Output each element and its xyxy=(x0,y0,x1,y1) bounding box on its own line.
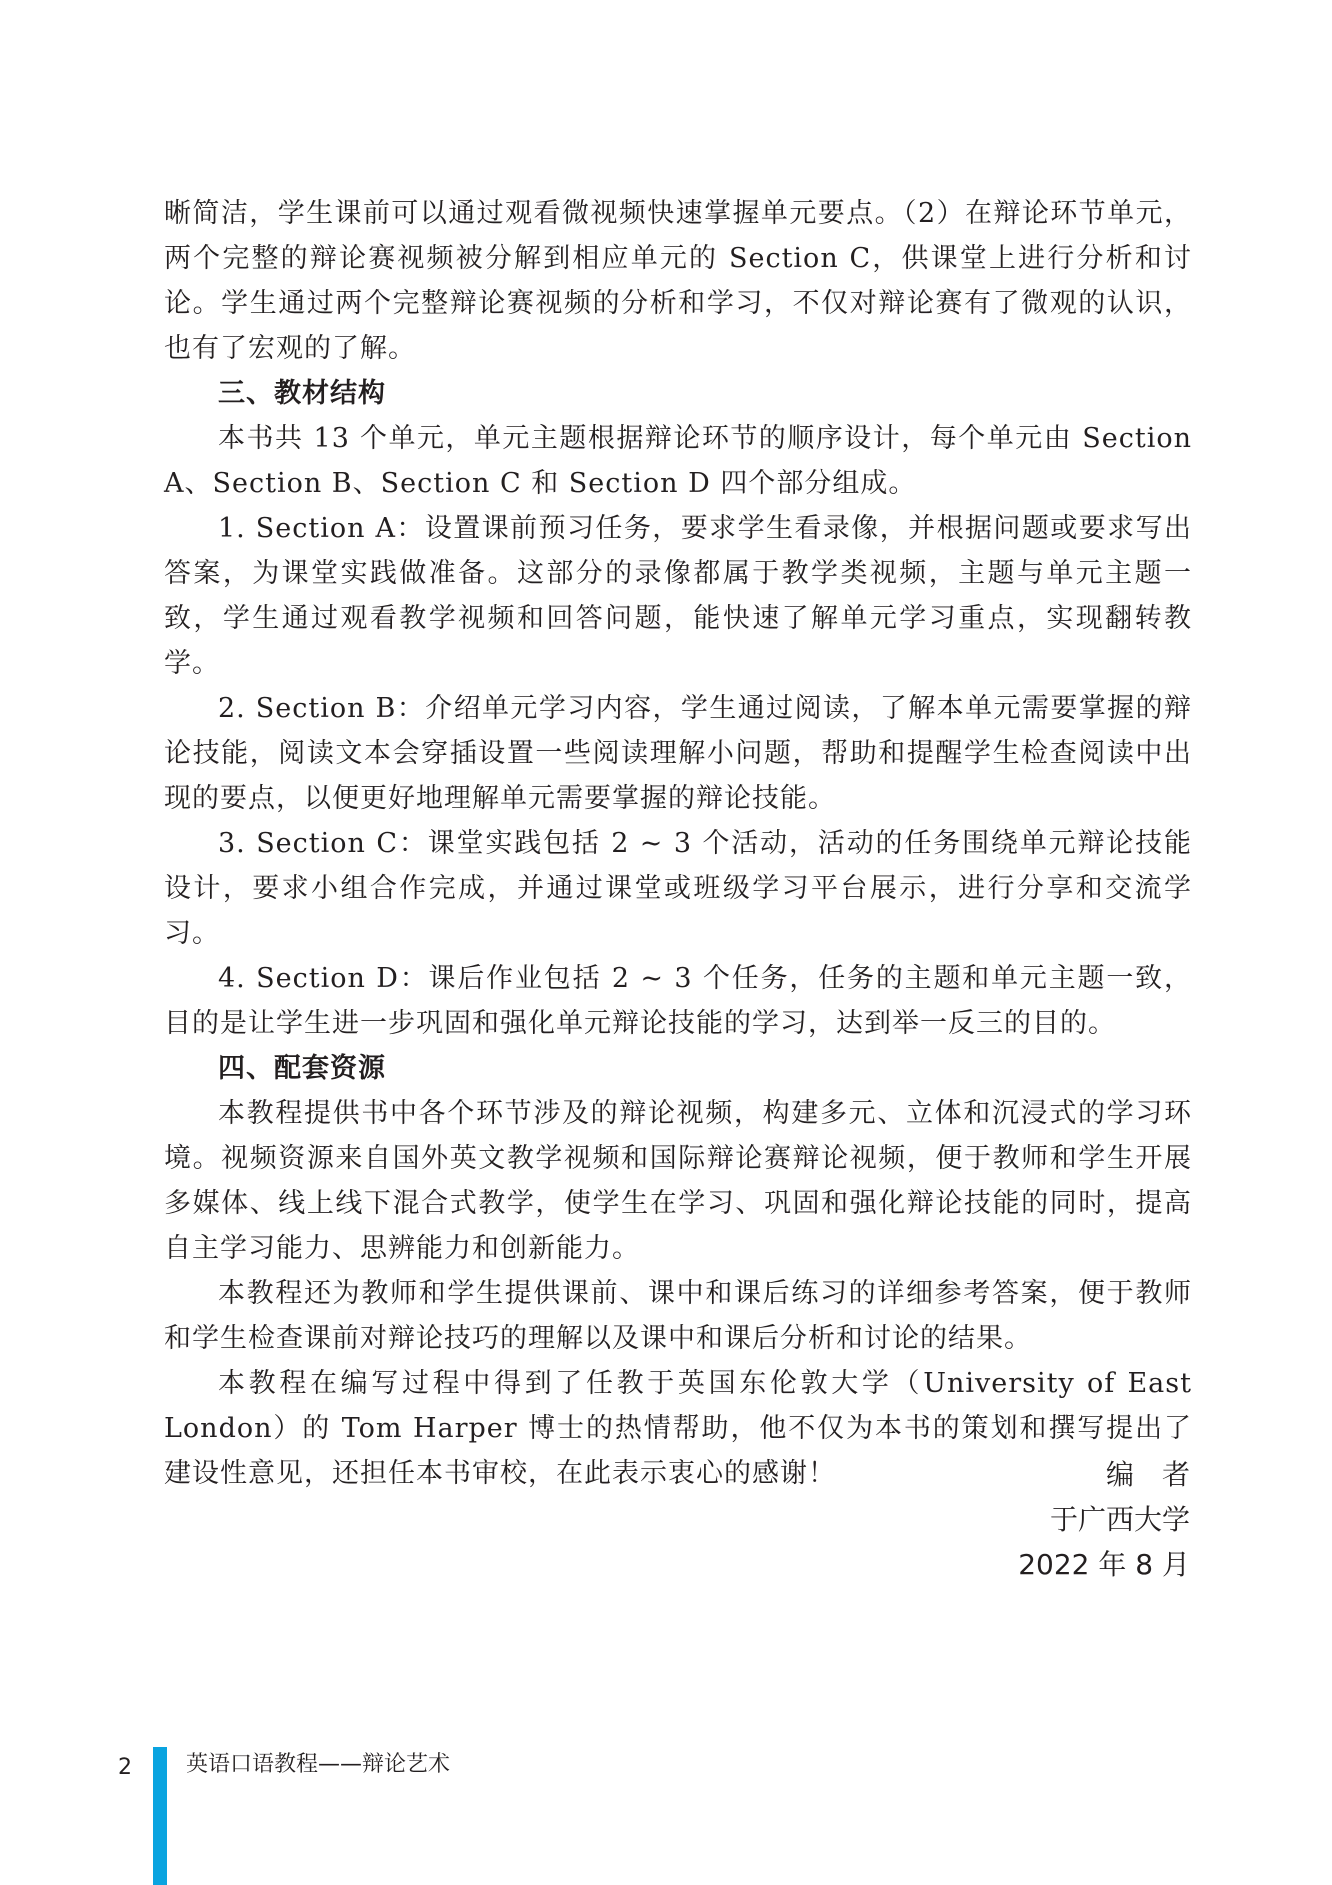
paragraph-section-c: 3. Section C：课堂实践包括 2 ~ 3 个活动，活动的任务围绕单元辩论技能设计，要求小组合作完成，并通过课堂或班级学习平台展示，进行分享和交流学习。 xyxy=(164,828,1192,949)
page-number: 2 xyxy=(118,1755,132,1780)
paragraph-structure-overview: 本书共 13 个单元，单元主题根据辩论环节的顺序设计，每个单元由 Section A、Section B、Section C 和 Section D 四个部分组成。 xyxy=(164,423,1192,499)
paragraph-acknowledgement: 本教程在编写过程中得到了任教于英国东伦敦大学（University of East London）的 Tom Harper 博士的热情帮助，他不仅为本书的策划和撰写提出了建设性意见，还担任本书审校，在此表示衷心的感谢！ xyxy=(164,1368,1192,1489)
running-footer-title: 英语口语教程——辩论艺术 xyxy=(186,1752,451,1777)
signature-author: 编 者 xyxy=(1105,1458,1190,1491)
section-heading-resources: 四、配套资源 xyxy=(218,1053,386,1084)
paragraph-intro-continued: 晰简洁，学生课前可以通过观看微视频快速掌握单元要点。（2）在辩论环节单元，两个完整的辩论赛视频被分解到相应单元的 Section C，供课堂上进行分析和讨论。学生通过两个完整辩论赛视频的分析和学习，不仅对辩论赛有了微观的认识，也有了宏观的了解。 xyxy=(164,198,1192,364)
section-heading-structure: 三、教材结构 xyxy=(218,378,386,409)
main-text xyxy=(164,191,1192,1496)
paragraph-resources-videos: 本教程提供书中各个环节涉及的辩论视频，构建多元、立体和沉浸式的学习环境。视频资源来自国外英文教学视频和国际辩论赛辩论视频，便于教师和学生开展多媒体、线上线下混合式教学，使学生在学习、巩固和强化辩论技能的同时，提高自主学习能力、思辨能力和创新能力。 xyxy=(164,1098,1192,1264)
footer-accent-bar xyxy=(153,1747,167,1885)
signature-place: 于广西大学 xyxy=(1049,1503,1190,1536)
signature-block xyxy=(1018,1452,1190,1587)
signature-date: 2022 年 8 月 xyxy=(1018,1548,1190,1581)
paragraph-section-b: 2. Section B：介绍单元学习内容，学生通过阅读，了解本单元需要掌握的辩论技能，阅读文本会穿插设置一些阅读理解小问题，帮助和提醒学生检查阅读中出现的要点，以便更好地理解单元需要掌握的辩论技能。 xyxy=(164,693,1192,814)
paragraph-section-d: 4. Section D：课后作业包括 2 ~ 3 个任务，任务的主题和单元主题一致，目的是让学生进一步巩固和强化单元辩论技能的学习，达到举一反三的目的。 xyxy=(164,963,1192,1039)
paragraph-resources-answers: 本教程还为教师和学生提供课前、课中和课后练习的详细参考答案，便于教师和学生检查课前对辩论技巧的理解以及课中和课后分析和讨论的结果。 xyxy=(164,1278,1192,1354)
paragraph-section-a: 1. Section A：设置课前预习任务，要求学生看录像，并根据问题或要求写出答案，为课堂实践做准备。这部分的录像都属于教学类视频，主题与单元主题一致，学生通过观看教学视频和回答问题，能快速了解单元学习重点，实现翻转教学。 xyxy=(164,513,1192,679)
